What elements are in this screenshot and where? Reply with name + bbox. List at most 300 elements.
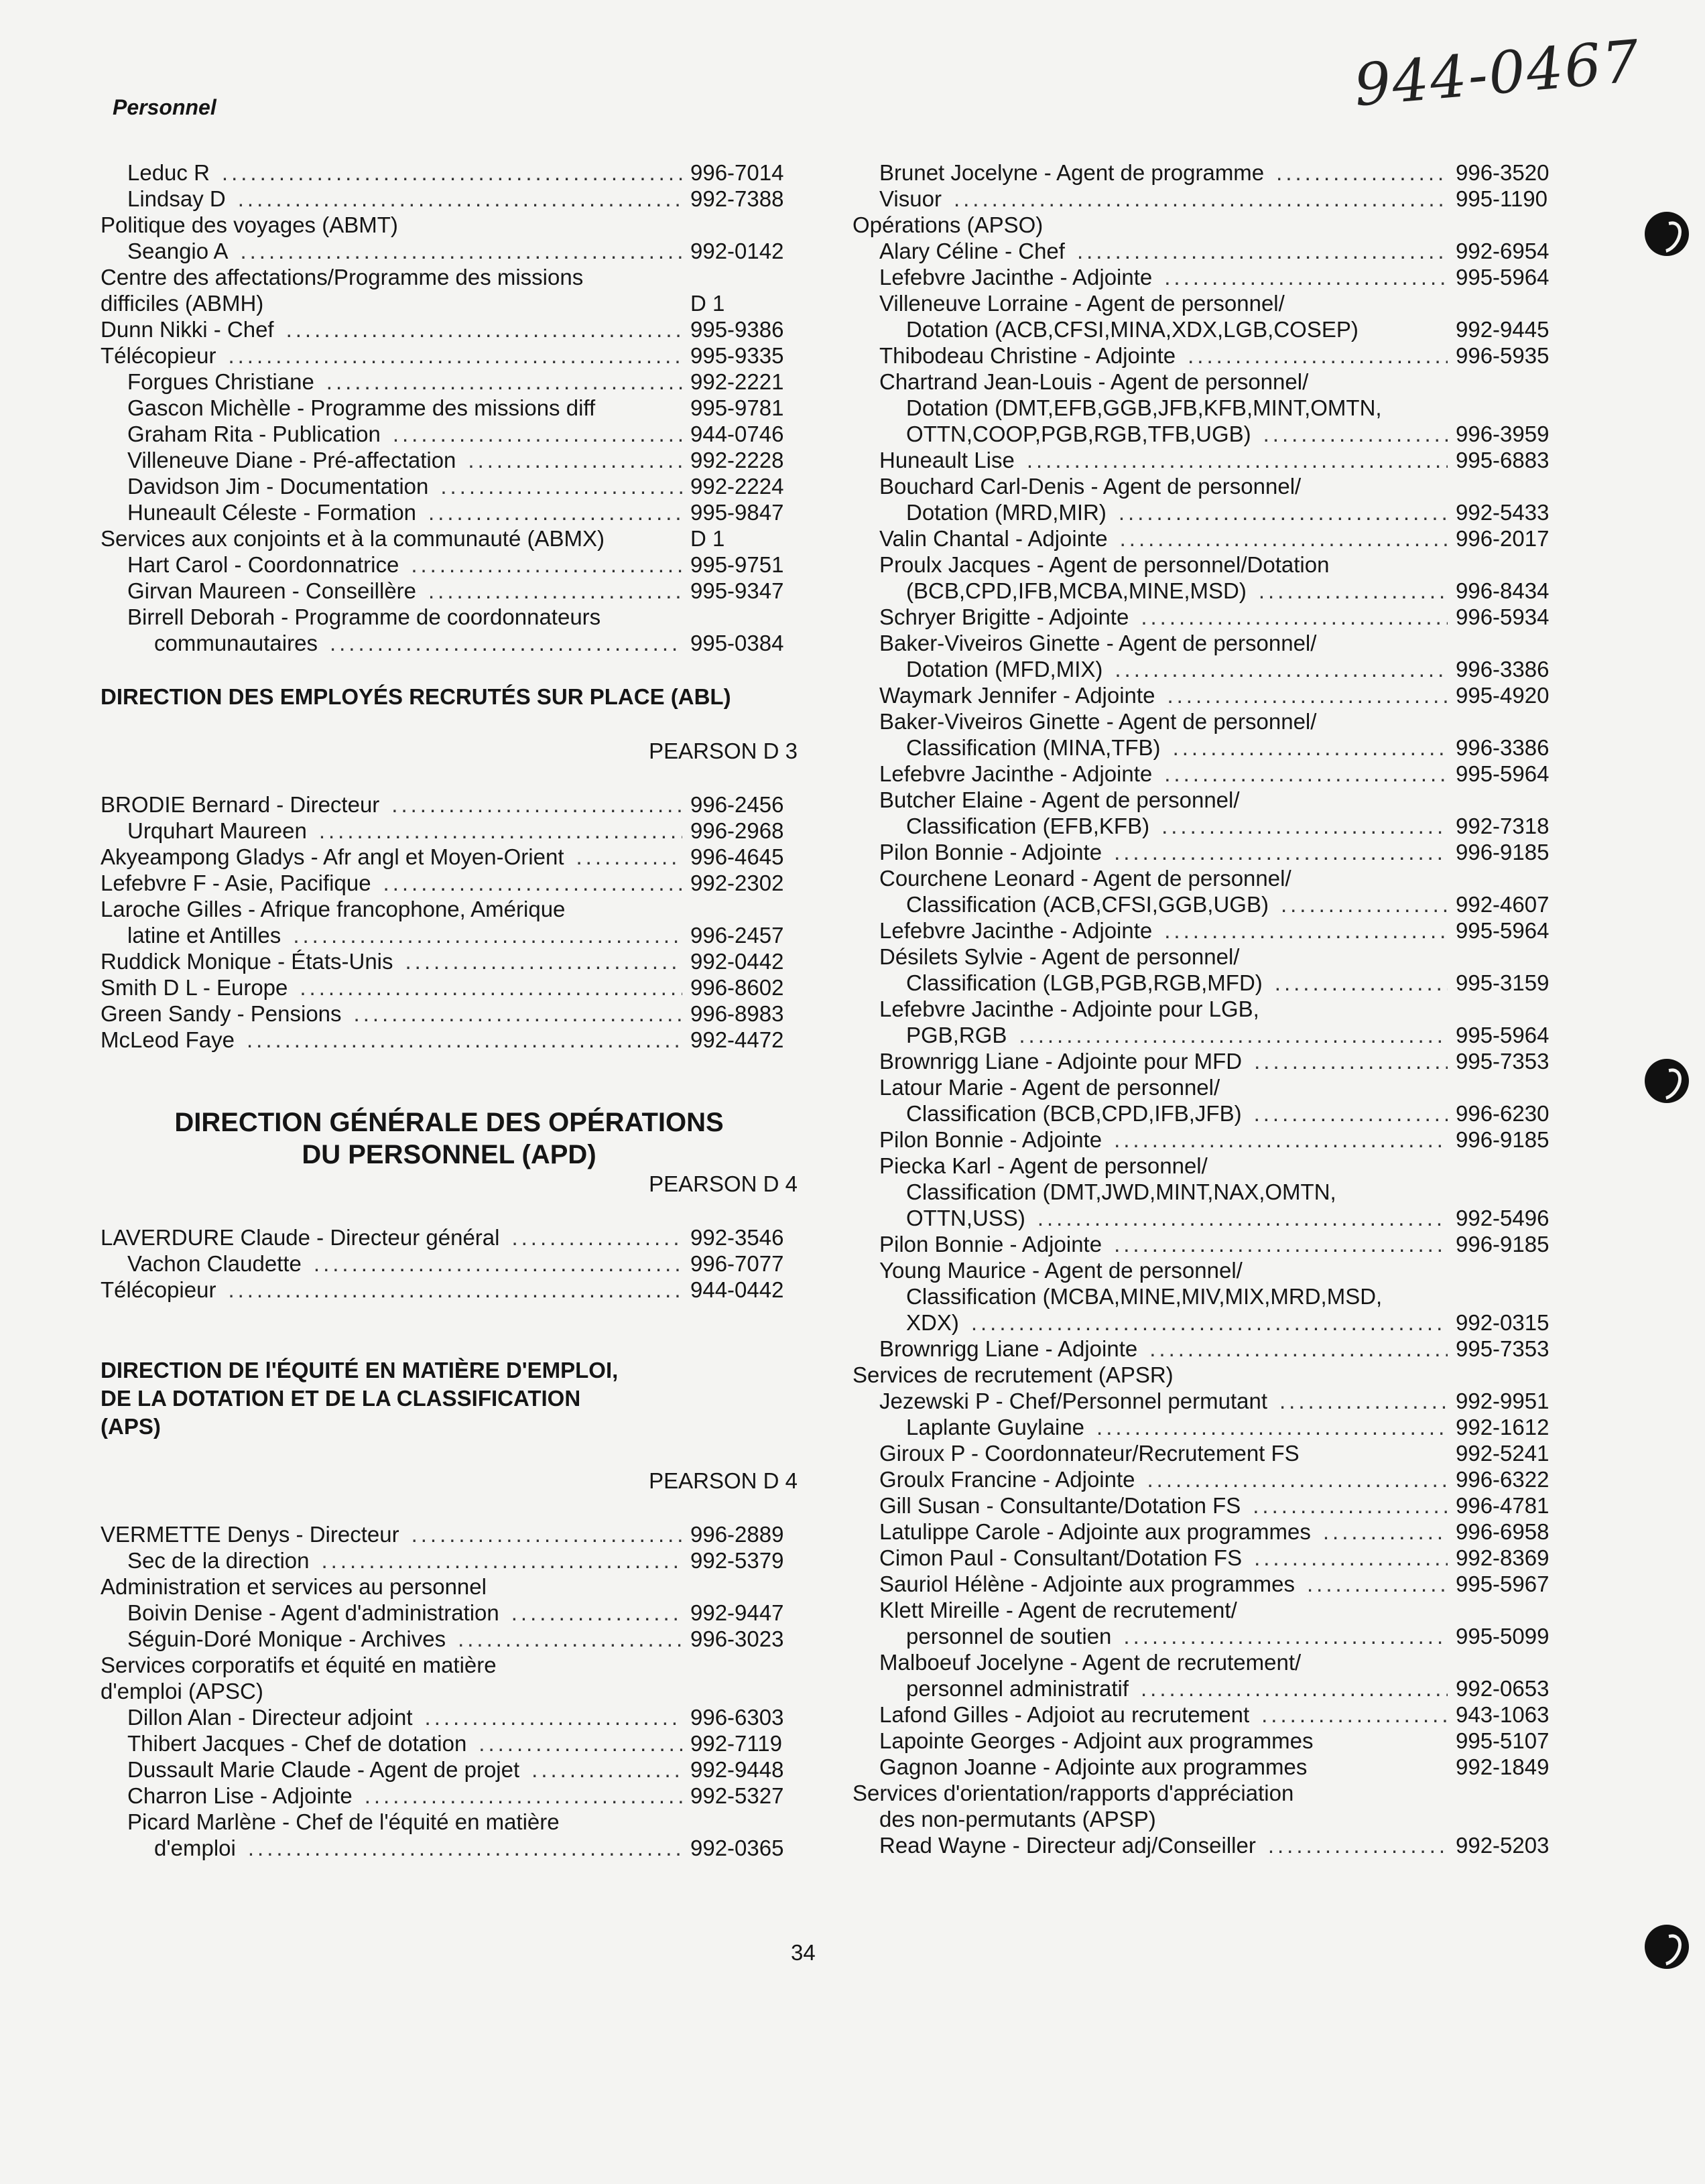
directory-subheading — [852, 395, 1563, 421]
entry-name: personnel de soutien — [906, 1624, 1112, 1649]
entry-phone: 992-9448 — [690, 1757, 784, 1782]
entry-name: Cimon Paul - Consultant/Dotation FS — [879, 1545, 1243, 1570]
entry-name: Pilon Bonnie - Adjointe — [879, 840, 1102, 864]
directory-entry — [101, 578, 798, 604]
entry-phone: 992-6954 — [1456, 239, 1550, 263]
entry-phone: 996-4645 — [690, 844, 784, 869]
directory-entry — [101, 159, 798, 186]
entry-text: Services d'orientation/rapports d'appréciation — [852, 1781, 1294, 1805]
dot-leader — [314, 1250, 682, 1277]
directory-entry — [101, 290, 798, 316]
entry-phone: 992-9445 — [1456, 317, 1550, 342]
entry-name: OTTN,USS) — [906, 1206, 1025, 1230]
directory-subheading — [852, 369, 1563, 395]
dot-leader — [1263, 421, 1448, 447]
entry-phone: 995-9751 — [690, 552, 784, 577]
dot-leader — [468, 447, 682, 473]
directory-entry — [852, 1048, 1563, 1074]
directory-subheading — [101, 604, 798, 630]
entry-text: Politique des voyages (ABMT) — [101, 212, 398, 237]
directory-entry — [101, 1626, 798, 1652]
entry-name: Groulx Francine - Adjointe — [879, 1467, 1135, 1492]
entry-name: Gill Susan - Consultante/Dotation FS — [879, 1493, 1241, 1518]
entry-name: PGB,RGB — [906, 1023, 1007, 1047]
main-heading: DIRECTION GÉNÉRALE DES OPÉRATIONS — [174, 1108, 724, 1137]
dot-leader — [1323, 1519, 1448, 1545]
entry-phone: 995-7353 — [1456, 1049, 1550, 1074]
entry-phone: 992-5379 — [690, 1548, 784, 1573]
directory-entry — [852, 342, 1563, 369]
dot-leader — [1027, 447, 1448, 473]
dot-leader — [440, 473, 682, 499]
directory-entry — [852, 1492, 1563, 1519]
entry-name: Séguin-Doré Monique - Archives — [127, 1626, 446, 1651]
dot-leader — [1261, 1701, 1448, 1728]
entry-phone: 995-6883 — [1456, 448, 1550, 472]
directory-entry — [852, 525, 1563, 552]
entry-phone: 996-2017 — [1456, 526, 1550, 551]
entry-phone: 992-0653 — [1456, 1676, 1550, 1701]
entry-name: Thibodeau Christine - Adjointe — [879, 343, 1176, 368]
directory-entry — [852, 1100, 1563, 1127]
entry-name: communautaires — [154, 631, 318, 655]
entry-name: personnel administratif — [906, 1676, 1129, 1701]
directory-entry — [852, 316, 1563, 342]
directory-subheading — [852, 473, 1563, 499]
directory-entry — [101, 791, 798, 818]
dot-leader — [1161, 813, 1448, 839]
dot-leader — [1037, 1205, 1448, 1231]
entry-name: Vachon Claudette — [127, 1251, 302, 1276]
entry-name: Lefebvre F - Asie, Pacifique — [101, 871, 371, 895]
entry-phone: 992-5327 — [690, 1783, 784, 1808]
directory-entry — [101, 844, 798, 870]
dot-leader — [1019, 1022, 1448, 1048]
entry-phone: 992-1849 — [1456, 1754, 1550, 1779]
entry-phone: 996-3386 — [1456, 657, 1550, 682]
entry-name: (BCB,CPD,IFB,MCBA,MINE,MSD) — [906, 578, 1247, 603]
entry-name: Urquhart Maureen — [127, 818, 307, 843]
directory-entry — [852, 1022, 1563, 1048]
entry-phone: 992-2302 — [690, 871, 784, 895]
directory-entry — [101, 1704, 798, 1730]
section-heading: DE LA DOTATION ET DE LA CLASSIFICATION — [101, 1386, 581, 1411]
entry-phone: 996-3023 — [690, 1626, 784, 1651]
directory-subheading — [852, 1074, 1563, 1100]
entry-phone: 995-5107 — [1456, 1728, 1550, 1753]
entry-text: Butcher Elaine - Agent de personnel/ — [879, 787, 1240, 812]
entry-phone: 944-0442 — [690, 1277, 784, 1302]
directory-entry — [852, 813, 1563, 839]
directory-entry — [852, 656, 1563, 682]
entry-name: Schryer Brigitte - Adjointe — [879, 604, 1129, 629]
dot-leader — [238, 186, 682, 212]
entry-text: Chartrand Jean-Louis - Agent de personnel/ — [879, 369, 1309, 394]
entry-name: Hart Carol - Coordonnatrice — [127, 552, 399, 577]
directory-entry — [852, 447, 1563, 473]
binder-hole-icon — [1645, 1059, 1689, 1103]
directory-entry — [101, 473, 798, 499]
dot-leader — [319, 818, 682, 844]
dot-leader — [1259, 578, 1448, 604]
entry-name: Télécopieur — [101, 343, 216, 368]
directory-entry — [101, 447, 798, 473]
directory-entry — [852, 734, 1563, 761]
entry-phone: 996-6958 — [1456, 1519, 1550, 1544]
entry-phone: 996-3959 — [1456, 422, 1550, 446]
dot-leader — [1254, 1048, 1448, 1074]
entry-text: Klett Mireille - Agent de recrutement/ — [879, 1598, 1237, 1622]
dot-leader — [1141, 1675, 1448, 1701]
directory-entry — [852, 1466, 1563, 1492]
directory-subheading — [852, 552, 1563, 578]
dot-leader — [511, 1600, 682, 1626]
dot-leader — [1281, 891, 1448, 917]
directory-entry — [101, 395, 798, 421]
entry-name: Lefebvre Jacinthe - Adjointe — [879, 265, 1153, 290]
directory-entry — [852, 970, 1563, 996]
entry-text: Courchene Leonard - Agent de personnel/ — [879, 866, 1291, 891]
dot-leader — [1114, 1127, 1448, 1153]
entry-text: des non-permutants (APSP) — [879, 1807, 1156, 1832]
entry-phone: 996-2889 — [690, 1522, 784, 1547]
spacer — [101, 1053, 798, 1080]
entry-name: LAVERDURE Claude - Directeur général — [101, 1225, 500, 1250]
dot-leader — [330, 630, 682, 656]
entry-name: Laplante Guylaine — [906, 1415, 1085, 1439]
directory-entry — [852, 1388, 1563, 1414]
entry-phone: 996-9185 — [1456, 1232, 1550, 1257]
directory-entry — [101, 342, 798, 369]
entry-name: Villeneuve Diane - Pré-affectation — [127, 448, 456, 472]
dot-leader — [1253, 1492, 1448, 1519]
entry-phone: 995-5964 — [1456, 265, 1550, 290]
directory-subheading — [852, 212, 1563, 238]
entry-phone: 995-9386 — [690, 317, 784, 342]
entry-phone: 995-5967 — [1456, 1571, 1550, 1596]
dot-leader — [1268, 1832, 1448, 1858]
dot-leader — [247, 1027, 682, 1053]
entry-name: Giroux P - Coordonnateur/Recrutement FS — [879, 1441, 1300, 1466]
dot-leader — [1120, 525, 1448, 552]
directory-entry — [101, 948, 798, 974]
section-heading: (APS) — [101, 1414, 161, 1439]
spacer — [101, 711, 798, 738]
entry-name: Lapointe Georges - Adjoint aux programmes — [879, 1728, 1314, 1753]
entry-name: VERMETTE Denys - Directeur — [101, 1522, 399, 1547]
directory-subheading — [101, 264, 798, 290]
entry-text: Services de recrutement (APSR) — [852, 1362, 1174, 1387]
dot-leader — [228, 342, 682, 369]
directory-entry — [852, 839, 1563, 865]
directory-subheading — [101, 212, 798, 238]
left-column — [101, 159, 798, 1861]
entry-name: Dussault Marie Claude - Agent de projet — [127, 1757, 520, 1782]
binder-hole-icon — [1645, 1925, 1689, 1969]
entry-text: Villeneuve Lorraine - Agent de personnel/ — [879, 291, 1285, 316]
directory-subheading — [852, 1780, 1563, 1806]
directory-entry — [101, 1521, 798, 1547]
directory-entry — [852, 1728, 1563, 1754]
entry-text: Baker-Viveiros Ginette - Agent de personnel/ — [879, 709, 1317, 734]
entry-name: Jezewski P - Chef/Personnel permutant — [879, 1389, 1267, 1413]
dot-leader — [365, 1783, 682, 1809]
entry-name: Classification (ACB,CFSI,GGB,UGB) — [906, 892, 1269, 917]
entry-name: Smith D L - Europe — [101, 975, 288, 1000]
directory-entry — [852, 578, 1563, 604]
entry-name: Lefebvre Jacinthe - Adjointe — [879, 761, 1153, 786]
entry-phone: 992-5496 — [1456, 1206, 1550, 1230]
directory-entry — [852, 917, 1563, 944]
binder-hole-icon — [1645, 212, 1689, 256]
dot-leader — [412, 1521, 682, 1547]
entry-name: Dotation (MFD,MIX) — [906, 657, 1103, 682]
directory-entry — [852, 1414, 1563, 1440]
entry-name: Thibert Jacques - Chef de dotation — [127, 1731, 467, 1756]
directory-entry — [101, 421, 798, 447]
entry-name: Classification (BCB,CPD,IFB,JFB) — [906, 1101, 1242, 1126]
entry-phone: 995-9347 — [690, 578, 784, 603]
entry-phone: 995-9847 — [690, 500, 784, 525]
entry-name: Brunet Jocelyne - Agent de programme — [879, 160, 1265, 185]
directory-subheading — [852, 1597, 1563, 1623]
entry-name: Charron Lise - Adjointe — [127, 1783, 353, 1808]
entry-name: Lafond Gilles - Adjoiot au recrutement — [879, 1702, 1250, 1727]
entry-phone: 992-7318 — [1456, 814, 1550, 838]
directory-subheading — [852, 1257, 1563, 1283]
entry-phone: 992-9447 — [690, 1600, 784, 1625]
dot-leader — [428, 578, 682, 604]
directory-entry — [852, 1832, 1563, 1858]
entry-text: Piecka Karl - Agent de personnel/ — [879, 1153, 1208, 1178]
entry-text: Bouchard Carl-Denis - Agent de personnel/ — [879, 474, 1302, 499]
entry-phone: 992-4472 — [690, 1027, 784, 1052]
directory-entry — [852, 1701, 1563, 1728]
entry-phone: 995-1190 — [1456, 186, 1548, 211]
entry-phone: 995-5964 — [1456, 761, 1550, 786]
dot-leader — [240, 238, 682, 264]
entry-phone: 996-8434 — [1456, 578, 1550, 603]
entry-name: d'emploi — [154, 1836, 236, 1860]
entry-phone: 992-0315 — [1456, 1310, 1550, 1335]
directory-entry — [852, 499, 1563, 525]
directory-subheading — [101, 1652, 798, 1678]
entry-name: Huneault Céleste - Formation — [127, 500, 417, 525]
directory-entry — [101, 818, 798, 844]
directory-entry — [852, 1571, 1563, 1597]
dot-leader — [954, 186, 1448, 212]
dot-leader — [428, 499, 682, 525]
entry-phone: 996-6322 — [1456, 1467, 1550, 1492]
dot-leader — [1276, 159, 1448, 186]
entry-phone: D 1 — [690, 526, 725, 551]
entry-phone: 992-9951 — [1456, 1389, 1550, 1413]
spacer — [101, 1330, 798, 1356]
entry-phone: 943-1063 — [1456, 1702, 1550, 1727]
dot-leader — [1077, 238, 1448, 264]
entry-phone: 992-0365 — [690, 1836, 784, 1860]
entry-phone: 992-7119 — [690, 1731, 783, 1756]
entry-phone: 996-4781 — [1456, 1493, 1550, 1518]
directory-entry — [852, 1231, 1563, 1257]
directory-subheading — [852, 1649, 1563, 1675]
spacer — [101, 1303, 798, 1330]
directory-subheading — [852, 996, 1563, 1022]
entry-phone: 992-7388 — [690, 186, 784, 211]
entry-phone: 992-2221 — [690, 369, 784, 394]
directory-entry — [852, 604, 1563, 630]
spacer — [101, 1080, 798, 1106]
dot-leader — [383, 870, 682, 896]
directory-entry — [101, 1756, 798, 1783]
entry-phone: 992-0442 — [690, 949, 784, 974]
entry-text: Dotation (DMT,EFB,GGB,JFB,KFB,MINT,OMTN, — [906, 395, 1382, 420]
dot-leader — [1254, 1100, 1448, 1127]
entry-phone: 992-4607 — [1456, 892, 1550, 917]
entry-name: Classification (EFB,KFB) — [906, 814, 1150, 838]
entry-phone: 996-2456 — [690, 792, 784, 817]
dot-leader — [1164, 264, 1448, 290]
entry-phone: 995-0384 — [690, 631, 784, 655]
entry-name: Read Wayne - Directeur adj/Conseiller — [879, 1833, 1256, 1858]
right-column — [852, 159, 1563, 1858]
entry-name: Lefebvre Jacinthe - Adjointe — [879, 918, 1153, 943]
entry-phone: 992-2224 — [690, 474, 784, 499]
dot-leader — [354, 1001, 682, 1027]
dot-leader — [1119, 499, 1448, 525]
dot-leader — [286, 316, 682, 342]
directory-entry — [852, 682, 1563, 708]
entry-text: Centre des affectations/Programme des missions — [101, 265, 584, 290]
directory-entry — [101, 974, 798, 1001]
entry-name: Davidson Jim - Documentation — [127, 474, 429, 499]
entry-phone: 996-5934 — [1456, 604, 1550, 629]
dot-leader — [322, 1547, 683, 1573]
entry-phone: 992-5241 — [1456, 1441, 1550, 1466]
entry-name: Brownrigg Liane - Adjointe pour MFD — [879, 1049, 1243, 1074]
dot-leader — [458, 1626, 682, 1652]
entry-text: Picard Marlène - Chef de l'équité en matière — [127, 1809, 560, 1834]
dot-leader — [1096, 1414, 1448, 1440]
entry-name: Classification (MINA,TFB) — [906, 735, 1161, 760]
dot-leader — [1123, 1623, 1448, 1649]
spacer — [101, 1441, 798, 1468]
entry-text: Proulx Jacques - Agent de personnel/Dotation — [879, 552, 1330, 577]
spacer — [101, 1494, 798, 1521]
entry-name: Brownrigg Liane - Adjointe — [879, 1336, 1138, 1361]
entry-name: Sauriol Hélène - Adjointe aux programmes — [879, 1571, 1295, 1596]
entry-name: Girvan Maureen - Conseillère — [127, 578, 417, 603]
directory-entry — [852, 1675, 1563, 1701]
directory-subheading — [852, 1283, 1563, 1309]
directory-entry — [852, 891, 1563, 917]
directory-entry — [101, 238, 798, 264]
entry-phone: 996-6230 — [1456, 1101, 1550, 1126]
directory-entry — [101, 1835, 798, 1861]
entry-phone: 996-5935 — [1456, 343, 1550, 368]
entry-name: OTTN,COOP,PGB,RGB,TFB,UGB) — [906, 422, 1251, 446]
section-label: Personnel — [113, 95, 216, 119]
directory-entry — [852, 1127, 1563, 1153]
dot-leader — [222, 159, 682, 186]
directory-entry — [852, 761, 1563, 787]
directory-subheading — [101, 1809, 798, 1835]
entry-phone: 995-5964 — [1456, 918, 1550, 943]
directory-entry — [101, 1250, 798, 1277]
entry-phone: 996-9185 — [1456, 840, 1550, 864]
entry-name: Dotation (MRD,MIR) — [906, 500, 1107, 525]
directory-entry — [101, 186, 798, 212]
entry-name: Green Sandy - Pensions — [101, 1001, 342, 1026]
directory-subheading — [101, 896, 798, 922]
entry-phone: 992-3546 — [690, 1225, 784, 1250]
main-heading: DU PERSONNEL (APD) — [302, 1140, 596, 1169]
dot-leader — [531, 1756, 682, 1783]
entry-phone: 992-5433 — [1456, 500, 1550, 525]
entry-name: Services aux conjoints et à la communauté (ABMX) — [101, 526, 605, 551]
entry-phone: 996-6303 — [690, 1705, 784, 1730]
dot-leader — [576, 844, 683, 870]
entry-phone: 992-1612 — [1456, 1415, 1550, 1439]
entry-name: Gascon Michèlle - Programme des missions diff — [127, 395, 596, 420]
entry-phone: 996-3520 — [1456, 160, 1550, 185]
dot-leader — [248, 1835, 682, 1861]
entry-text: Classification (DMT,JWD,MINT,NAX,OMTN, — [906, 1179, 1336, 1204]
dot-leader — [1114, 839, 1448, 865]
entry-phone: 996-3386 — [1456, 735, 1550, 760]
directory-entry — [852, 1440, 1563, 1466]
spacer — [101, 656, 798, 683]
dot-leader — [228, 1277, 682, 1303]
directory-entry — [101, 552, 798, 578]
directory-entry — [852, 1309, 1563, 1336]
directory-subheading — [852, 787, 1563, 813]
entry-phone: 996-7014 — [690, 160, 784, 185]
entry-phone: 992-0142 — [690, 239, 784, 263]
directory-entry — [852, 159, 1563, 186]
directory-entry — [101, 922, 798, 948]
directory-subheading — [852, 865, 1563, 891]
entry-phone: 992-8369 — [1456, 1545, 1550, 1570]
dot-leader — [1164, 761, 1448, 787]
entry-text: Lefebvre Jacinthe - Adjointe pour LGB, — [879, 997, 1259, 1021]
dot-leader — [1188, 342, 1448, 369]
directory-entry — [101, 1277, 798, 1303]
dot-leader — [393, 421, 682, 447]
entry-text: Young Maurice - Agent de personnel/ — [879, 1258, 1243, 1283]
directory-entry — [852, 1623, 1563, 1649]
entry-name: BRODIE Bernard - Directeur — [101, 792, 380, 817]
entry-name: Pilon Bonnie - Adjointe — [879, 1232, 1102, 1257]
entry-phone: 995-5964 — [1456, 1023, 1550, 1047]
directory-subheading — [101, 1678, 798, 1704]
dot-leader — [411, 552, 682, 578]
directory-entry — [852, 1336, 1563, 1362]
entry-text: Malboeuf Jocelyne - Agent de recrutement/ — [879, 1650, 1302, 1675]
entry-name: Gagnon Joanne - Adjointe aux programmes — [879, 1754, 1308, 1779]
entry-phone: 996-2968 — [690, 818, 784, 843]
entry-text: Administration et services au personnel — [101, 1574, 487, 1599]
directory-entry — [101, 630, 798, 656]
directory-entry — [101, 1600, 798, 1626]
entry-phone: 995-7353 — [1456, 1336, 1550, 1361]
dot-leader — [1279, 1388, 1448, 1414]
section-heading: DIRECTION DES EMPLOYÉS RECRUTÉS SUR PLACE (ABL) — [101, 684, 731, 709]
dot-leader — [479, 1730, 682, 1756]
dot-leader — [1141, 604, 1448, 630]
dot-leader — [1147, 1466, 1448, 1492]
directory-entry — [101, 1783, 798, 1809]
